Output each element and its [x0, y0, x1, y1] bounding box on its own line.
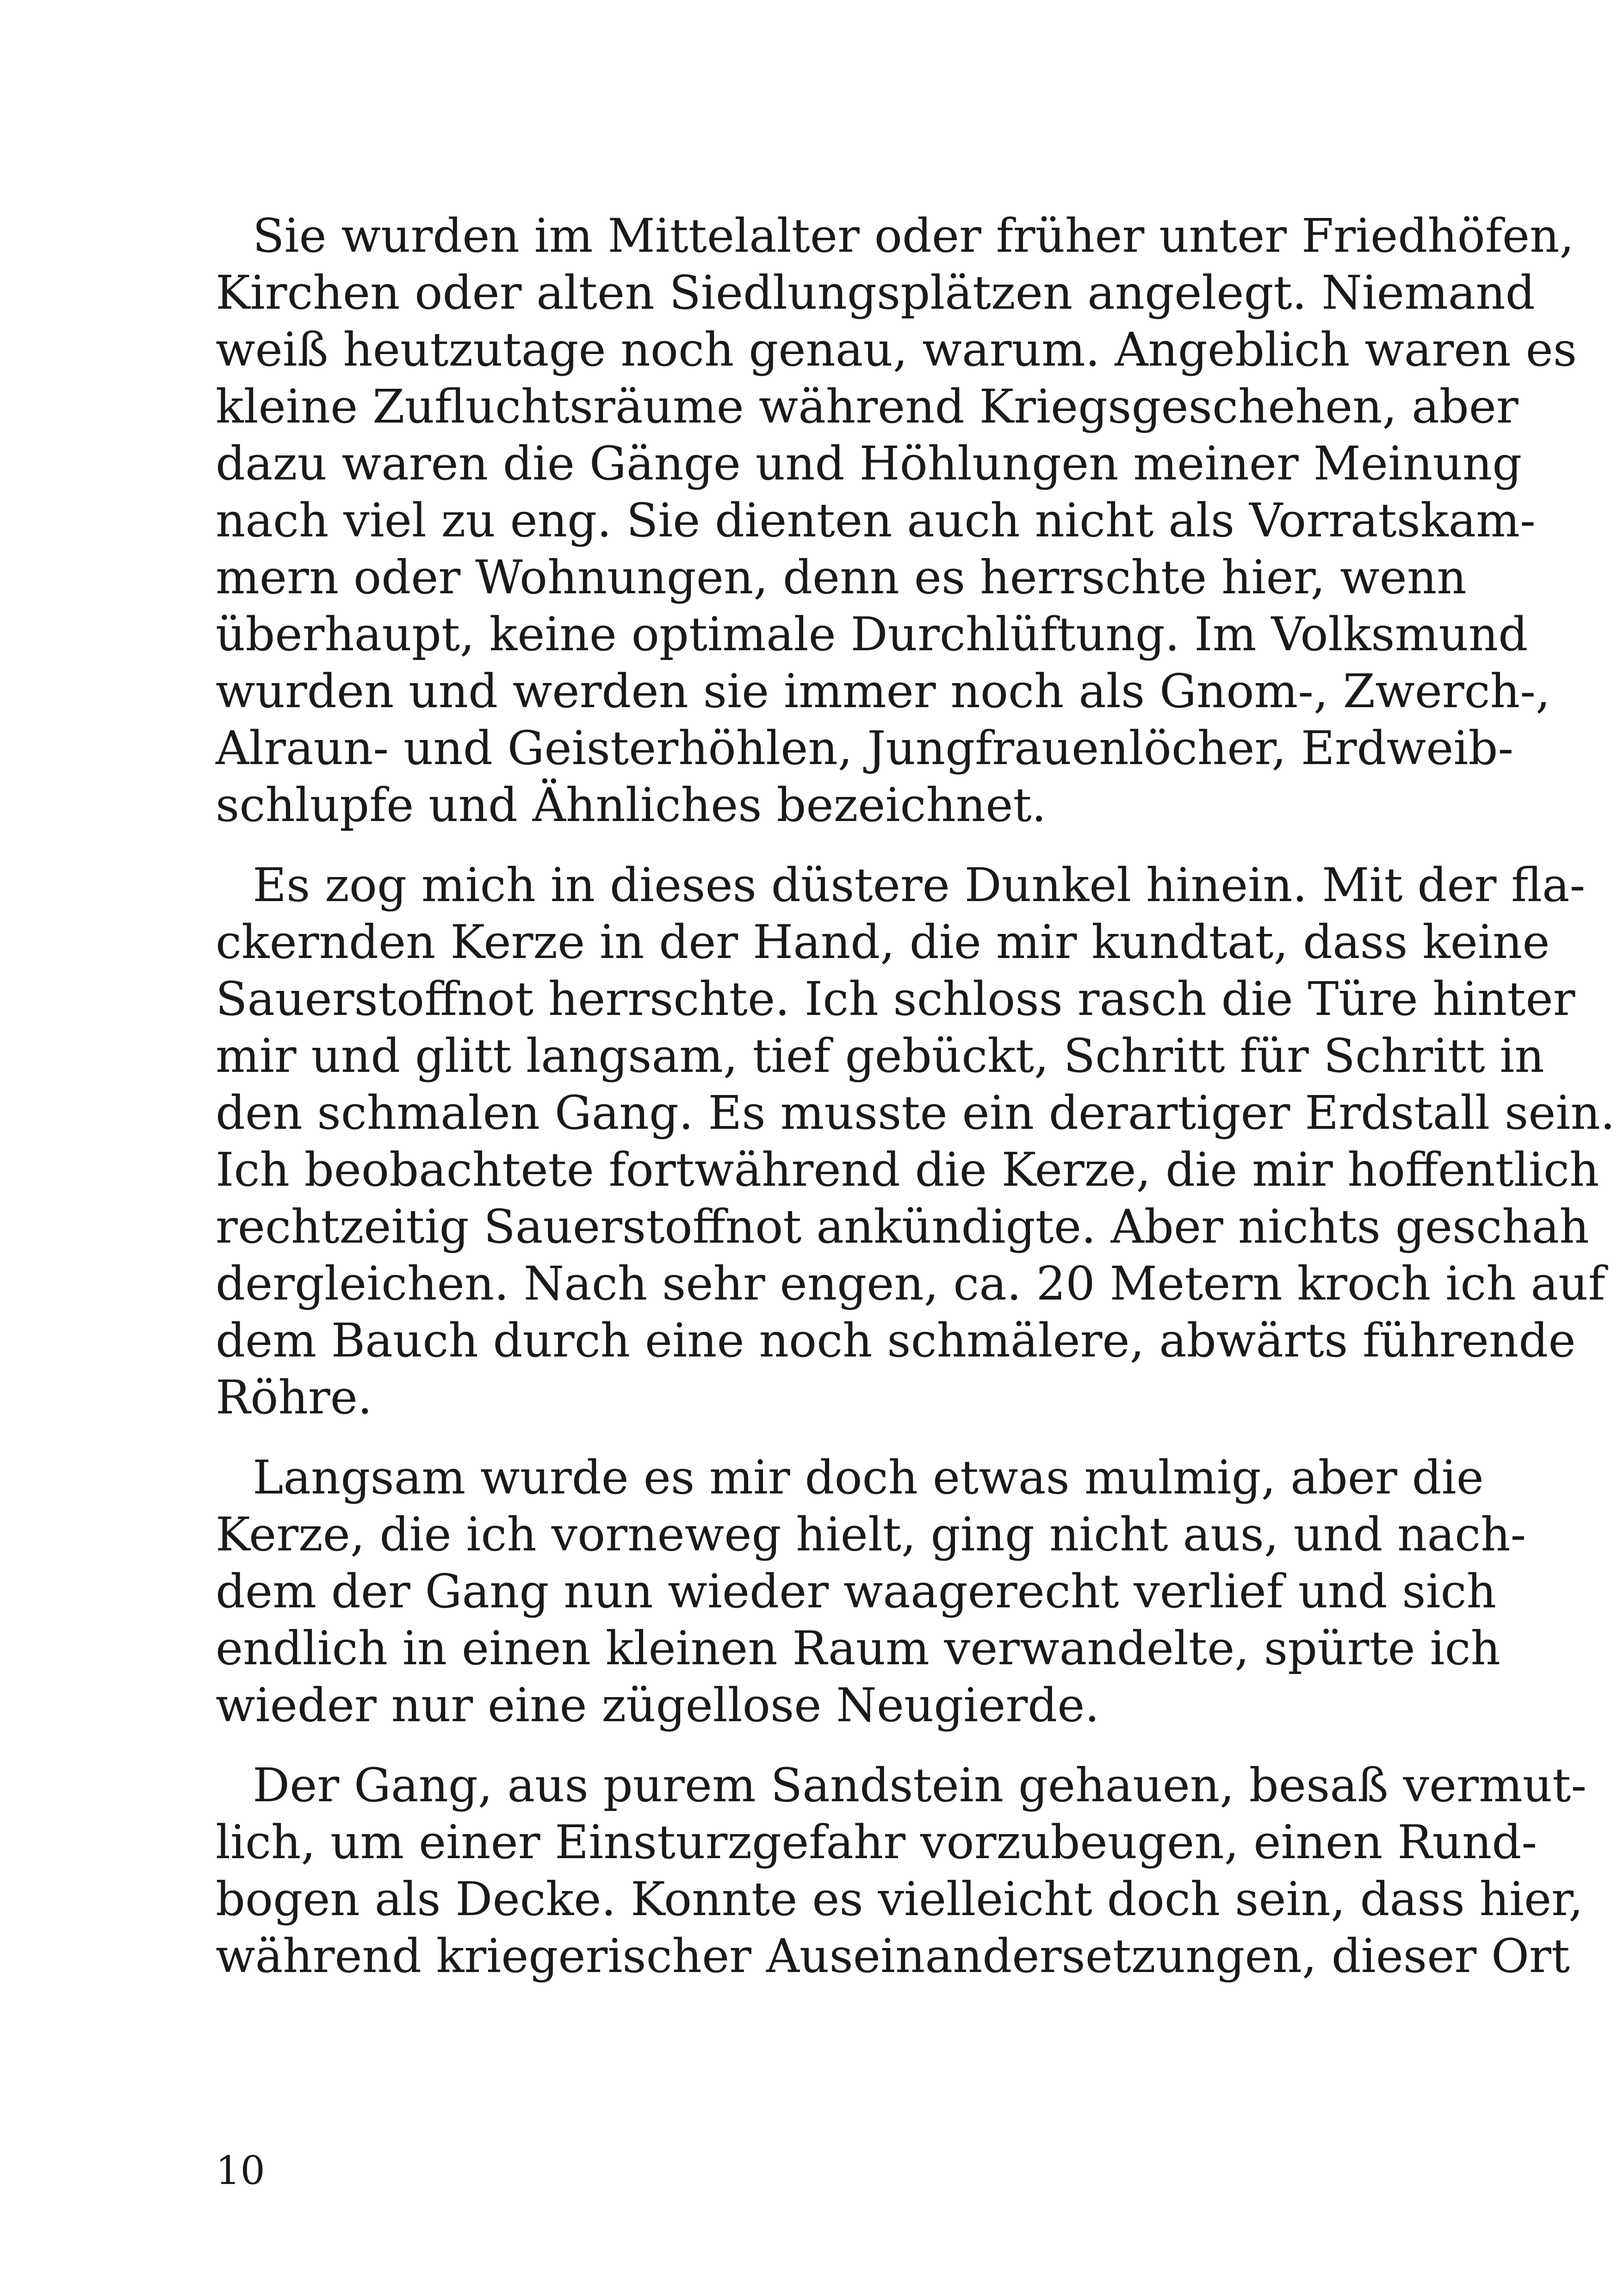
paragraph	[216, 1449, 1526, 1734]
text-line: dazu waren die Gänge und Höhlungen meiner Meinung	[216, 436, 1522, 491]
text-line: dem Bauch durch eine noch schmälere, abwärts führende	[216, 1313, 1576, 1368]
text-line: überhaupt, keine optimale Durchlüftung. Im Volksmund	[216, 607, 1528, 661]
text-line: Kerze, die ich vorneweg hielt, ging nicht aus, und nach-	[216, 1507, 1526, 1562]
text-line: während kriegerischer Auseinandersetzungen, dieser Ort	[216, 1929, 1570, 1983]
text-line: Ich beobachtete fortwährend die Kerze, die mir hoffentlich	[216, 1143, 1599, 1197]
text-line: weiß heutzutage noch genau, warum. Angeblich waren es	[216, 323, 1577, 377]
text-line: wurden und werden sie immer noch als Gnom-, Zwerch-,	[216, 664, 1550, 718]
text-line: dem der Gang nun wieder waagerecht verlief und sich	[216, 1564, 1496, 1618]
text-line: endlich in einen kleinen Raum verwandelte, spürte ich	[216, 1621, 1500, 1675]
text-line: mir und glitt langsam, tief gebückt, Schritt für Schritt in	[216, 1029, 1544, 1083]
text-line: Alraun- und Geisterhöhlen, Jungfrauenlöcher, Erdweib-	[216, 721, 1514, 775]
text-line: schlupfe und Ähnliches bezeichnet.	[216, 778, 1047, 832]
text-line: Sie wurden im Mittelalter oder früher unter Friedhöfen,	[253, 209, 1575, 263]
body-text	[216, 207, 1615, 2008]
text-line: rechtzeitig Sauerstoffnot ankündigte. Aber nichts geschah	[216, 1200, 1589, 1254]
text-line: Es zog mich in dieses düstere Dunkel hinein. Mit der fla-	[253, 858, 1586, 912]
text-line: ckernden Kerze in der Hand, die mir kundtat, dass keine	[216, 915, 1550, 969]
text-line: Röhre.	[216, 1370, 372, 1425]
text-line: Sauerstoffnot herrschte. Ich schloss rasch die Türe hinter	[216, 972, 1575, 1026]
paragraph	[216, 857, 1615, 1426]
text-line: Kirchen oder alten Siedlungsplätzen angelegt. Niemand	[216, 266, 1535, 320]
text-line: nach viel zu eng. Sie dienten auch nicht als Vorratskam-	[216, 493, 1536, 548]
text-line: bogen als Decke. Konnte es vielleicht doch sein, dass hier,	[216, 1872, 1583, 1926]
text-line: dergleichen. Nach sehr engen, ca. 20 Metern kroch ich auf	[216, 1257, 1606, 1311]
text-line: Langsam wurde es mir doch etwas mulmig, aber die	[253, 1450, 1484, 1505]
paragraph	[216, 1757, 1587, 1985]
text-line: lich, um einer Einsturzgefahr vorzubeugen, einen Rund-	[216, 1815, 1537, 1869]
page-number: 10	[216, 2148, 265, 2193]
paragraph	[216, 207, 1577, 834]
text-line: mern oder Wohnungen, denn es herrschte hier, wenn	[216, 550, 1467, 604]
text-line: wieder nur eine zügellose Neugierde.	[216, 1678, 1100, 1732]
text-line: Der Gang, aus purem Sandstein gehauen, besaß vermut-	[253, 1758, 1587, 1812]
text-line: den schmalen Gang. Es musste ein derartiger Erdstall sein.	[216, 1086, 1615, 1140]
text-line: kleine Zufluchtsräume während Kriegsgeschehen, aber	[216, 380, 1519, 434]
